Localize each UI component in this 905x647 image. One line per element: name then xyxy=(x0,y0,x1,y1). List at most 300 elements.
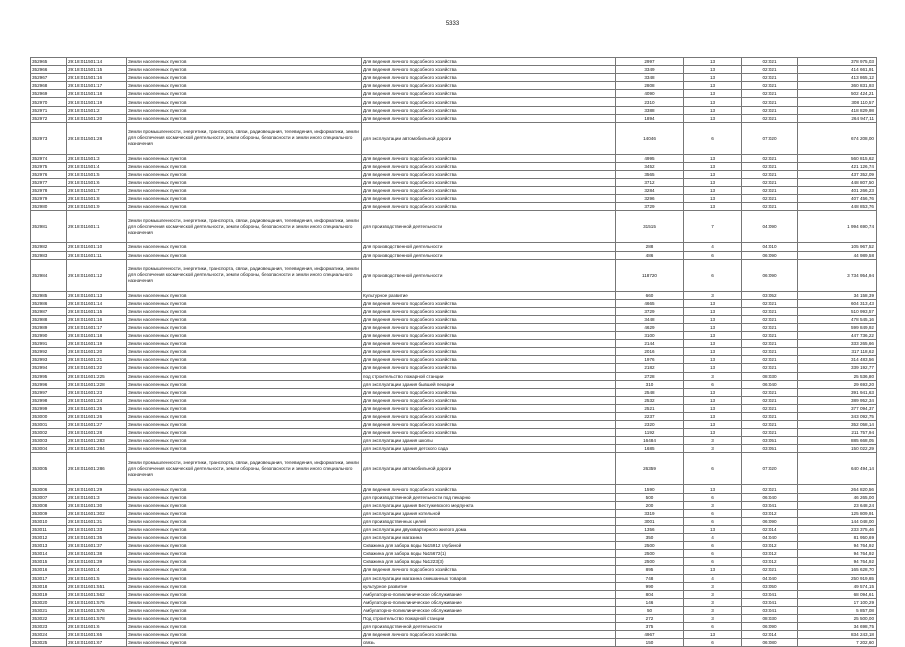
area-cell: 2500 xyxy=(616,542,684,550)
cadastral-number-cell: 29:18:011501:6 xyxy=(67,179,127,187)
table-row xyxy=(31,211,877,243)
table-row xyxy=(31,614,877,622)
permitted-use-cell: Для ведения личного подсобного хозяйства xyxy=(362,106,616,114)
area-cell: 350 xyxy=(616,534,684,542)
table-row xyxy=(31,348,877,356)
permitted-use-cell: Для ведения личного подсобного хозяйства xyxy=(362,187,616,195)
code-cell: 06:040 xyxy=(742,380,798,388)
cadastral-value-cell: 391 941,63 xyxy=(798,388,877,396)
land-category-cell: Земли населенных пунктов xyxy=(127,517,362,525)
land-category-cell: Земли населенных пунктов xyxy=(127,493,362,501)
cadastral-value-cell: 233 375,46 xyxy=(798,525,877,533)
land-category-cell: Земли населенных пунктов xyxy=(127,323,362,331)
cadastral-value-cell: 1 994 690,74 xyxy=(798,211,877,243)
code-cell: 02:021 xyxy=(742,203,798,211)
land-category-cell: Земли промышленности, энергетики, транспорта, связи, радиовещания, телевидения, информатики, земли для обеспечения космической деятельности, земли обороны, безопасности и земли иного специального назначения xyxy=(127,211,362,243)
table-row xyxy=(31,534,877,542)
group-cell: 6 xyxy=(684,259,742,291)
cadastral-number-cell: 29:18:011601:39 xyxy=(67,558,127,566)
cadastral-value-cell: 5 857,08 xyxy=(798,606,877,614)
land-category-cell: Земли населенных пунктов xyxy=(127,421,362,429)
row-number-cell: 352974 xyxy=(31,154,67,162)
cadastral-number-cell: 29:18:011601:5 xyxy=(67,574,127,582)
permitted-use-cell: Для ведения личного подсобного хозяйства xyxy=(362,66,616,74)
cadastral-value-cell: 308 110,57 xyxy=(798,98,877,106)
table-row xyxy=(31,332,877,340)
row-number-cell: 352996 xyxy=(31,380,67,388)
row-number-cell: 353017 xyxy=(31,574,67,582)
code-cell: 02:021 xyxy=(742,307,798,315)
table-row xyxy=(31,566,877,574)
area-cell: 895 xyxy=(616,566,684,574)
cadastral-value-cell: 46 265,00 xyxy=(798,493,877,501)
land-category-cell: Земли населенных пунктов xyxy=(127,356,362,364)
cadastral-number-cell: 29:18:011601:551 xyxy=(67,582,127,590)
cadastral-number-cell: 29:18:011501:15 xyxy=(67,66,127,74)
cadastral-value-cell: 599 849,92 xyxy=(798,323,877,331)
permitted-use-cell: Для производственной деятельности xyxy=(362,259,616,291)
row-number-cell: 352966 xyxy=(31,66,67,74)
permitted-use-cell: для производственной деятельности xyxy=(362,211,616,243)
cadastral-value-cell: 447 736,22 xyxy=(798,332,877,340)
group-cell: 3 xyxy=(684,501,742,509)
row-number-cell: 352980 xyxy=(31,203,67,211)
table-row xyxy=(31,315,877,323)
cadastral-number-cell: 29:18:011601:13 xyxy=(67,291,127,299)
cadastral-number-cell: 29:18:011601:228 xyxy=(67,380,127,388)
permitted-use-cell: Для производственной деятельности xyxy=(362,243,616,251)
permitted-use-cell: для эксплуатации двухквартирного жилого дома xyxy=(362,525,616,533)
cadastral-value-cell: 44 989,58 xyxy=(798,251,877,259)
area-cell: 3452 xyxy=(616,162,684,170)
land-category-cell: Земли населенных пунктов xyxy=(127,606,362,614)
land-category-cell: Земли промышленности, энергетики, транспорта, связи, радиовещания, телевидения, информатики, земли для обеспечения космической деятельности, земли обороны, безопасности и земли иного специального назначения xyxy=(127,453,362,485)
cadastral-value-cell: 674 208,00 xyxy=(798,122,877,154)
cadastral-value-cell: 560 815,62 xyxy=(798,154,877,162)
permitted-use-cell: для эксплуатации здания котельной xyxy=(362,509,616,517)
group-cell: 6 xyxy=(684,517,742,525)
cadastral-number-cell: 29:18:011601:65 xyxy=(67,631,127,639)
land-category-cell: Земли населенных пунктов xyxy=(127,307,362,315)
cadastral-value-cell: 343 092,75 xyxy=(798,413,877,421)
cadastral-number-cell: 29:18:011601:19 xyxy=(67,340,127,348)
permitted-use-cell: Для ведения личного подсобного хозяйства xyxy=(362,404,616,412)
table-row xyxy=(31,58,877,66)
group-cell: 13 xyxy=(684,388,742,396)
cadastral-number-cell: 29:18:011501:2 xyxy=(67,106,127,114)
group-cell: 4 xyxy=(684,574,742,582)
code-cell: 04:090 xyxy=(742,211,798,243)
land-category-cell: Земли населенных пунктов xyxy=(127,437,362,445)
area-cell: 804 xyxy=(616,590,684,598)
cadastral-number-cell: 29:18:011501:4 xyxy=(67,162,127,170)
row-number-cell: 353014 xyxy=(31,550,67,558)
area-cell: 310 xyxy=(616,380,684,388)
land-category-cell: Земли населенных пунктов xyxy=(127,413,362,421)
code-cell: 02:021 xyxy=(742,74,798,82)
permitted-use-cell: Для ведения личного подсобного хозяйства xyxy=(362,429,616,437)
cadastral-number-cell: 29:18:011601:286 xyxy=(67,453,127,485)
cadastral-number-cell: 29:18:011601:575 xyxy=(67,598,127,606)
code-cell: 03:012 xyxy=(742,550,798,558)
permitted-use-cell: связь xyxy=(362,639,616,647)
land-category-cell: Земли населенных пунктов xyxy=(127,114,362,122)
land-category-cell: Земли населенных пунктов xyxy=(127,291,362,299)
permitted-use-cell: Для ведения личного подсобного хозяйства xyxy=(362,307,616,315)
table-row xyxy=(31,299,877,307)
cadastral-value-cell: 34 158,39 xyxy=(798,291,877,299)
land-category-cell: Земли населенных пунктов xyxy=(127,82,362,90)
cadastral-value-cell: 448 807,50 xyxy=(798,179,877,187)
area-cell: 3388 xyxy=(616,106,684,114)
land-category-cell: Земли населенных пунктов xyxy=(127,550,362,558)
code-cell: 02:021 xyxy=(742,195,798,203)
land-category-cell: Земли населенных пунктов xyxy=(127,501,362,509)
land-category-cell: Земли населенных пунктов xyxy=(127,315,362,323)
group-cell: 13 xyxy=(684,340,742,348)
cadastral-value-cell: 389 952,34 xyxy=(798,396,877,404)
cadastral-value-cell: 29 693,20 xyxy=(798,380,877,388)
area-cell: 3100 xyxy=(616,332,684,340)
cadastral-number-cell: 29:18:011601:28 xyxy=(67,429,127,437)
group-cell: 13 xyxy=(684,356,742,364)
group-cell: 13 xyxy=(684,203,742,211)
cadastral-value-cell: 378 975,03 xyxy=(798,58,877,66)
land-category-cell: Земли населенных пунктов xyxy=(127,509,362,517)
row-number-cell: 352969 xyxy=(31,90,67,98)
code-cell: 02:014 xyxy=(742,631,798,639)
group-cell: 13 xyxy=(684,315,742,323)
table-row xyxy=(31,550,877,558)
code-cell: 02:021 xyxy=(742,179,798,187)
land-category-cell: Земли населенных пунктов xyxy=(127,574,362,582)
cadastral-number-cell: 29:18:011501:3 xyxy=(67,154,127,162)
permitted-use-cell: для эксплуатации магазина смешанных товаров xyxy=(362,574,616,582)
code-cell: 02:021 xyxy=(742,364,798,372)
row-number-cell: 352973 xyxy=(31,122,67,154)
row-number-cell: 352981 xyxy=(31,211,67,243)
land-category-cell: Земли населенных пунктов xyxy=(127,251,362,259)
area-cell: 4967 xyxy=(616,631,684,639)
row-number-cell: 352998 xyxy=(31,396,67,404)
code-cell: 03:041 xyxy=(742,606,798,614)
cadastral-value-cell: 211 757,94 xyxy=(798,429,877,437)
permitted-use-cell: под строительство пожарной станции xyxy=(362,372,616,380)
cadastral-number-cell: 29:18:011501:18 xyxy=(67,90,127,98)
cadastral-number-cell: 29:18:011601:35 xyxy=(67,534,127,542)
cadastral-value-cell: 317 118,62 xyxy=(798,348,877,356)
row-number-cell: 353012 xyxy=(31,534,67,542)
land-category-cell: Земли населенных пунктов xyxy=(127,187,362,195)
cadastral-number-cell: 29:18:011601:562 xyxy=(67,590,127,598)
land-category-cell: Земли промышленности, энергетики, транспорта, связи, радиовещания, телевидения, информатики, земли для обеспечения космической деятельности, земли обороны, безопасности и земли иного специального назначения xyxy=(127,259,362,291)
permitted-use-cell: Для ведения личного подсобного хозяйства xyxy=(362,332,616,340)
group-cell: 6 xyxy=(684,453,742,485)
cadastral-value-cell: 23 648,24 xyxy=(798,501,877,509)
area-cell: 146 xyxy=(616,598,684,606)
code-cell: 02:021 xyxy=(742,187,798,195)
group-cell: 13 xyxy=(684,66,742,74)
land-category-cell: Земли населенных пунктов xyxy=(127,170,362,178)
group-cell: 13 xyxy=(684,429,742,437)
row-number-cell: 353005 xyxy=(31,453,67,485)
table-row xyxy=(31,372,877,380)
table-row xyxy=(31,598,877,606)
area-cell: 50 xyxy=(616,606,684,614)
land-category-cell: Земли населенных пунктов xyxy=(127,162,362,170)
row-number-cell: 353025 xyxy=(31,639,67,647)
cadastral-number-cell: 29:18:011601:26 xyxy=(67,413,127,421)
land-category-cell: Земли населенных пунктов xyxy=(127,631,362,639)
area-cell: 1356 xyxy=(616,525,684,533)
group-cell: 13 xyxy=(684,98,742,106)
cadastral-value-cell: 377 094,37 xyxy=(798,404,877,412)
code-cell: 02:021 xyxy=(742,162,798,170)
group-cell: 13 xyxy=(684,348,742,356)
cadastral-value-cell: 25 500,00 xyxy=(798,614,877,622)
area-cell: 1685 xyxy=(616,445,684,453)
row-number-cell: 353008 xyxy=(31,501,67,509)
group-cell: 7 xyxy=(684,211,742,243)
code-cell: 02:021 xyxy=(742,114,798,122)
land-category-cell: Земли населенных пунктов xyxy=(127,525,362,533)
code-cell: 02:021 xyxy=(742,82,798,90)
cadastral-value-cell: 150 022,29 xyxy=(798,445,877,453)
land-category-cell: Земли населенных пунктов xyxy=(127,388,362,396)
code-cell: 02:021 xyxy=(742,90,798,98)
group-cell: 6 xyxy=(684,380,742,388)
table-row xyxy=(31,98,877,106)
table-row xyxy=(31,364,877,372)
cadastral-number-cell: 29:18:011601:31 xyxy=(67,517,127,525)
land-category-cell: Земли населенных пунктов xyxy=(127,243,362,251)
group-cell: 3 xyxy=(684,590,742,598)
table-row xyxy=(31,203,877,211)
code-cell: 03:051 xyxy=(742,437,798,445)
table-row xyxy=(31,509,877,517)
land-category-cell: Земли населенных пунктов xyxy=(127,372,362,380)
area-cell: 200 xyxy=(616,501,684,509)
group-cell: 6 xyxy=(684,122,742,154)
permitted-use-cell: Амбулаторно-поликлиническое обслуживание xyxy=(362,590,616,598)
group-cell: 3 xyxy=(684,614,742,622)
cadastral-number-cell: 29:18:011501:5 xyxy=(67,170,127,178)
area-cell: 2144 xyxy=(616,340,684,348)
table-row xyxy=(31,429,877,437)
permitted-use-cell: Скважина для забора воды №1223(3) xyxy=(362,558,616,566)
permitted-use-cell: Для ведения личного подсобного хозяйства xyxy=(362,74,616,82)
row-number-cell: 352991 xyxy=(31,340,67,348)
area-cell: 1590 xyxy=(616,485,684,493)
table-row xyxy=(31,404,877,412)
table-row xyxy=(31,291,877,299)
area-cell: 4665 xyxy=(616,299,684,307)
cadastral-value-cell: 407 456,76 xyxy=(798,195,877,203)
group-cell: 6 xyxy=(684,251,742,259)
permitted-use-cell: Амбулаторно-поликлиническое обслуживание xyxy=(362,598,616,606)
table-row xyxy=(31,485,877,493)
area-cell: 31515 xyxy=(616,211,684,243)
group-cell: 13 xyxy=(684,485,742,493)
code-cell: 07:020 xyxy=(742,122,798,154)
row-number-cell: 353007 xyxy=(31,493,67,501)
row-number-cell: 353016 xyxy=(31,566,67,574)
permitted-use-cell: Для ведения личного подсобного хозяйства xyxy=(362,566,616,574)
land-category-cell: Земли населенных пунктов xyxy=(127,534,362,542)
area-cell: 150 xyxy=(616,639,684,647)
cadastral-value-cell: 94 764,92 xyxy=(798,550,877,558)
permitted-use-cell: Для ведения личного подсобного хозяйства xyxy=(362,98,616,106)
group-cell: 13 xyxy=(684,364,742,372)
table-row xyxy=(31,421,877,429)
code-cell: 06:040 xyxy=(742,493,798,501)
table-row xyxy=(31,82,877,90)
cadastral-value-cell: 339 192,77 xyxy=(798,364,877,372)
land-category-cell: Земли населенных пунктов xyxy=(127,558,362,566)
table-row xyxy=(31,606,877,614)
permitted-use-cell: для эксплуатации магазина xyxy=(362,534,616,542)
area-cell: 118720 xyxy=(616,259,684,291)
code-cell: 02:021 xyxy=(742,106,798,114)
group-cell: 4 xyxy=(684,243,742,251)
cadastral-number-cell: 29:18:011601:67 xyxy=(67,639,127,647)
code-cell: 02:021 xyxy=(742,388,798,396)
permitted-use-cell: Для ведения личного подсобного хозяйства xyxy=(362,82,616,90)
permitted-use-cell: Для ведения личного подсобного хозяйства xyxy=(362,170,616,178)
permitted-use-cell: Амбулаторно-поликлиническое обслуживание xyxy=(362,606,616,614)
group-cell: 13 xyxy=(684,525,742,533)
row-number-cell: 352997 xyxy=(31,388,67,396)
permitted-use-cell: для эксплуатации здания школы xyxy=(362,437,616,445)
table-row xyxy=(31,114,877,122)
group-cell: 6 xyxy=(684,542,742,550)
area-cell: 3296 xyxy=(616,195,684,203)
land-category-cell: Земли населенных пунктов xyxy=(127,590,362,598)
cadastral-number-cell: 29:18:011601:578 xyxy=(67,614,127,622)
table-row xyxy=(31,90,877,98)
cadastral-number-cell: 29:18:011601:283 xyxy=(67,437,127,445)
cadastral-value-cell: 3 734 954,94 xyxy=(798,259,877,291)
area-cell: 2997 xyxy=(616,58,684,66)
code-cell: 03:050 xyxy=(742,582,798,590)
row-number-cell: 353011 xyxy=(31,525,67,533)
land-category-cell: Земли населенных пунктов xyxy=(127,582,362,590)
cadastral-number-cell: 29:18:011601:17 xyxy=(67,323,127,331)
table-row xyxy=(31,251,877,259)
row-number-cell: 353018 xyxy=(31,582,67,590)
permitted-use-cell: Для ведения личного подсобного хозяйства xyxy=(362,323,616,331)
cadastral-value-cell: 478 545,16 xyxy=(798,315,877,323)
area-cell: 2521 xyxy=(616,404,684,412)
land-category-cell: Земли населенных пунктов xyxy=(127,154,362,162)
cadastral-number-cell: 29:18:011601:20 xyxy=(67,348,127,356)
cadastral-number-cell: 29:18:011501:14 xyxy=(67,58,127,66)
permitted-use-cell: Для ведения личного подсобного хозяйства xyxy=(362,631,616,639)
area-cell: 4090 xyxy=(616,90,684,98)
cadastral-value-table xyxy=(30,57,877,647)
row-number-cell: 352976 xyxy=(31,170,67,178)
code-cell: 02:021 xyxy=(742,396,798,404)
cadastral-value-cell: 413 865,12 xyxy=(798,74,877,82)
group-cell: 13 xyxy=(684,179,742,187)
land-category-cell: Земли населенных пунктов xyxy=(127,299,362,307)
area-cell: 26359 xyxy=(616,453,684,485)
group-cell: 3 xyxy=(684,291,742,299)
land-category-cell: Земли населенных пунктов xyxy=(127,566,362,574)
code-cell: 08:030 xyxy=(742,372,798,380)
cadastral-number-cell: 29:18:011601:302 xyxy=(67,509,127,517)
row-number-cell: 352984 xyxy=(31,259,67,291)
table-row xyxy=(31,307,877,315)
cadastral-number-cell: 29:18:011501:20 xyxy=(67,114,127,122)
group-cell: 13 xyxy=(684,404,742,412)
area-cell: 3349 xyxy=(616,66,684,74)
group-cell: 13 xyxy=(684,114,742,122)
land-category-cell: Земли населенных пунктов xyxy=(127,98,362,106)
permitted-use-cell: Для ведения личного подсобного хозяйства xyxy=(362,388,616,396)
cadastral-number-cell: 29:18:011601:6 xyxy=(67,623,127,631)
row-number-cell: 352994 xyxy=(31,364,67,372)
cadastral-value-cell: 834 243,18 xyxy=(798,631,877,639)
area-cell: 486 xyxy=(616,251,684,259)
cadastral-value-cell: 510 993,57 xyxy=(798,307,877,315)
cadastral-value-cell: 604 313,43 xyxy=(798,299,877,307)
code-cell: 06:080 xyxy=(742,639,798,647)
group-cell: 6 xyxy=(684,509,742,517)
permitted-use-cell: Для производственной деятельности xyxy=(362,251,616,259)
permitted-use-cell: для производственной деятельности xyxy=(362,623,616,631)
cadastral-number-cell: 29:18:011501:28 xyxy=(67,122,127,154)
table-row xyxy=(31,195,877,203)
table-row xyxy=(31,380,877,388)
land-category-cell: Земли населенных пунктов xyxy=(127,364,362,372)
cadastral-value-cell: 17 100,29 xyxy=(798,598,877,606)
group-cell: 3 xyxy=(684,606,742,614)
permitted-use-cell: Для ведения личного подсобного хозяйства xyxy=(362,114,616,122)
cadastral-value-cell: 360 831,93 xyxy=(798,82,877,90)
row-number-cell: 353001 xyxy=(31,421,67,429)
cadastral-number-cell: 29:18:011601:284 xyxy=(67,445,127,453)
table-row xyxy=(31,396,877,404)
permitted-use-cell: Для ведения личного подсобного хозяйства xyxy=(362,154,616,162)
permitted-use-cell: Под строительство пожарной станции xyxy=(362,614,616,622)
land-category-cell: Земли населенных пунктов xyxy=(127,66,362,74)
table-row xyxy=(31,623,877,631)
cadastral-number-cell: 29:18:011601:22 xyxy=(67,364,127,372)
cadastral-value-cell: 352 058,14 xyxy=(798,421,877,429)
row-number-cell: 352989 xyxy=(31,323,67,331)
code-cell: 02:021 xyxy=(742,170,798,178)
table-row xyxy=(31,501,877,509)
cadastral-value-cell: 25 536,80 xyxy=(798,372,877,380)
area-cell: 500 xyxy=(616,493,684,501)
table-row xyxy=(31,66,877,74)
cadastral-value-cell: 250 919,65 xyxy=(798,574,877,582)
land-category-cell: Земли населенных пунктов xyxy=(127,90,362,98)
code-cell: 04:040 xyxy=(742,574,798,582)
cadastral-value-cell: 414 661,91 xyxy=(798,66,877,74)
row-number-cell: 353015 xyxy=(31,558,67,566)
table-row xyxy=(31,170,877,178)
cadastral-number-cell: 29:18:011601:37 xyxy=(67,542,127,550)
cadastral-number-cell: 29:18:011601:21 xyxy=(67,356,127,364)
cadastral-value-cell: 94 764,92 xyxy=(798,542,877,550)
permitted-use-cell: Для ведения личного подсобного хозяйства xyxy=(362,340,616,348)
permitted-use-cell: Для ведения личного подсобного хозяйства xyxy=(362,348,616,356)
code-cell: 02:021 xyxy=(742,404,798,412)
permitted-use-cell: для эксплуатации автомобильной дороги xyxy=(362,453,616,485)
area-cell: 4995 xyxy=(616,154,684,162)
